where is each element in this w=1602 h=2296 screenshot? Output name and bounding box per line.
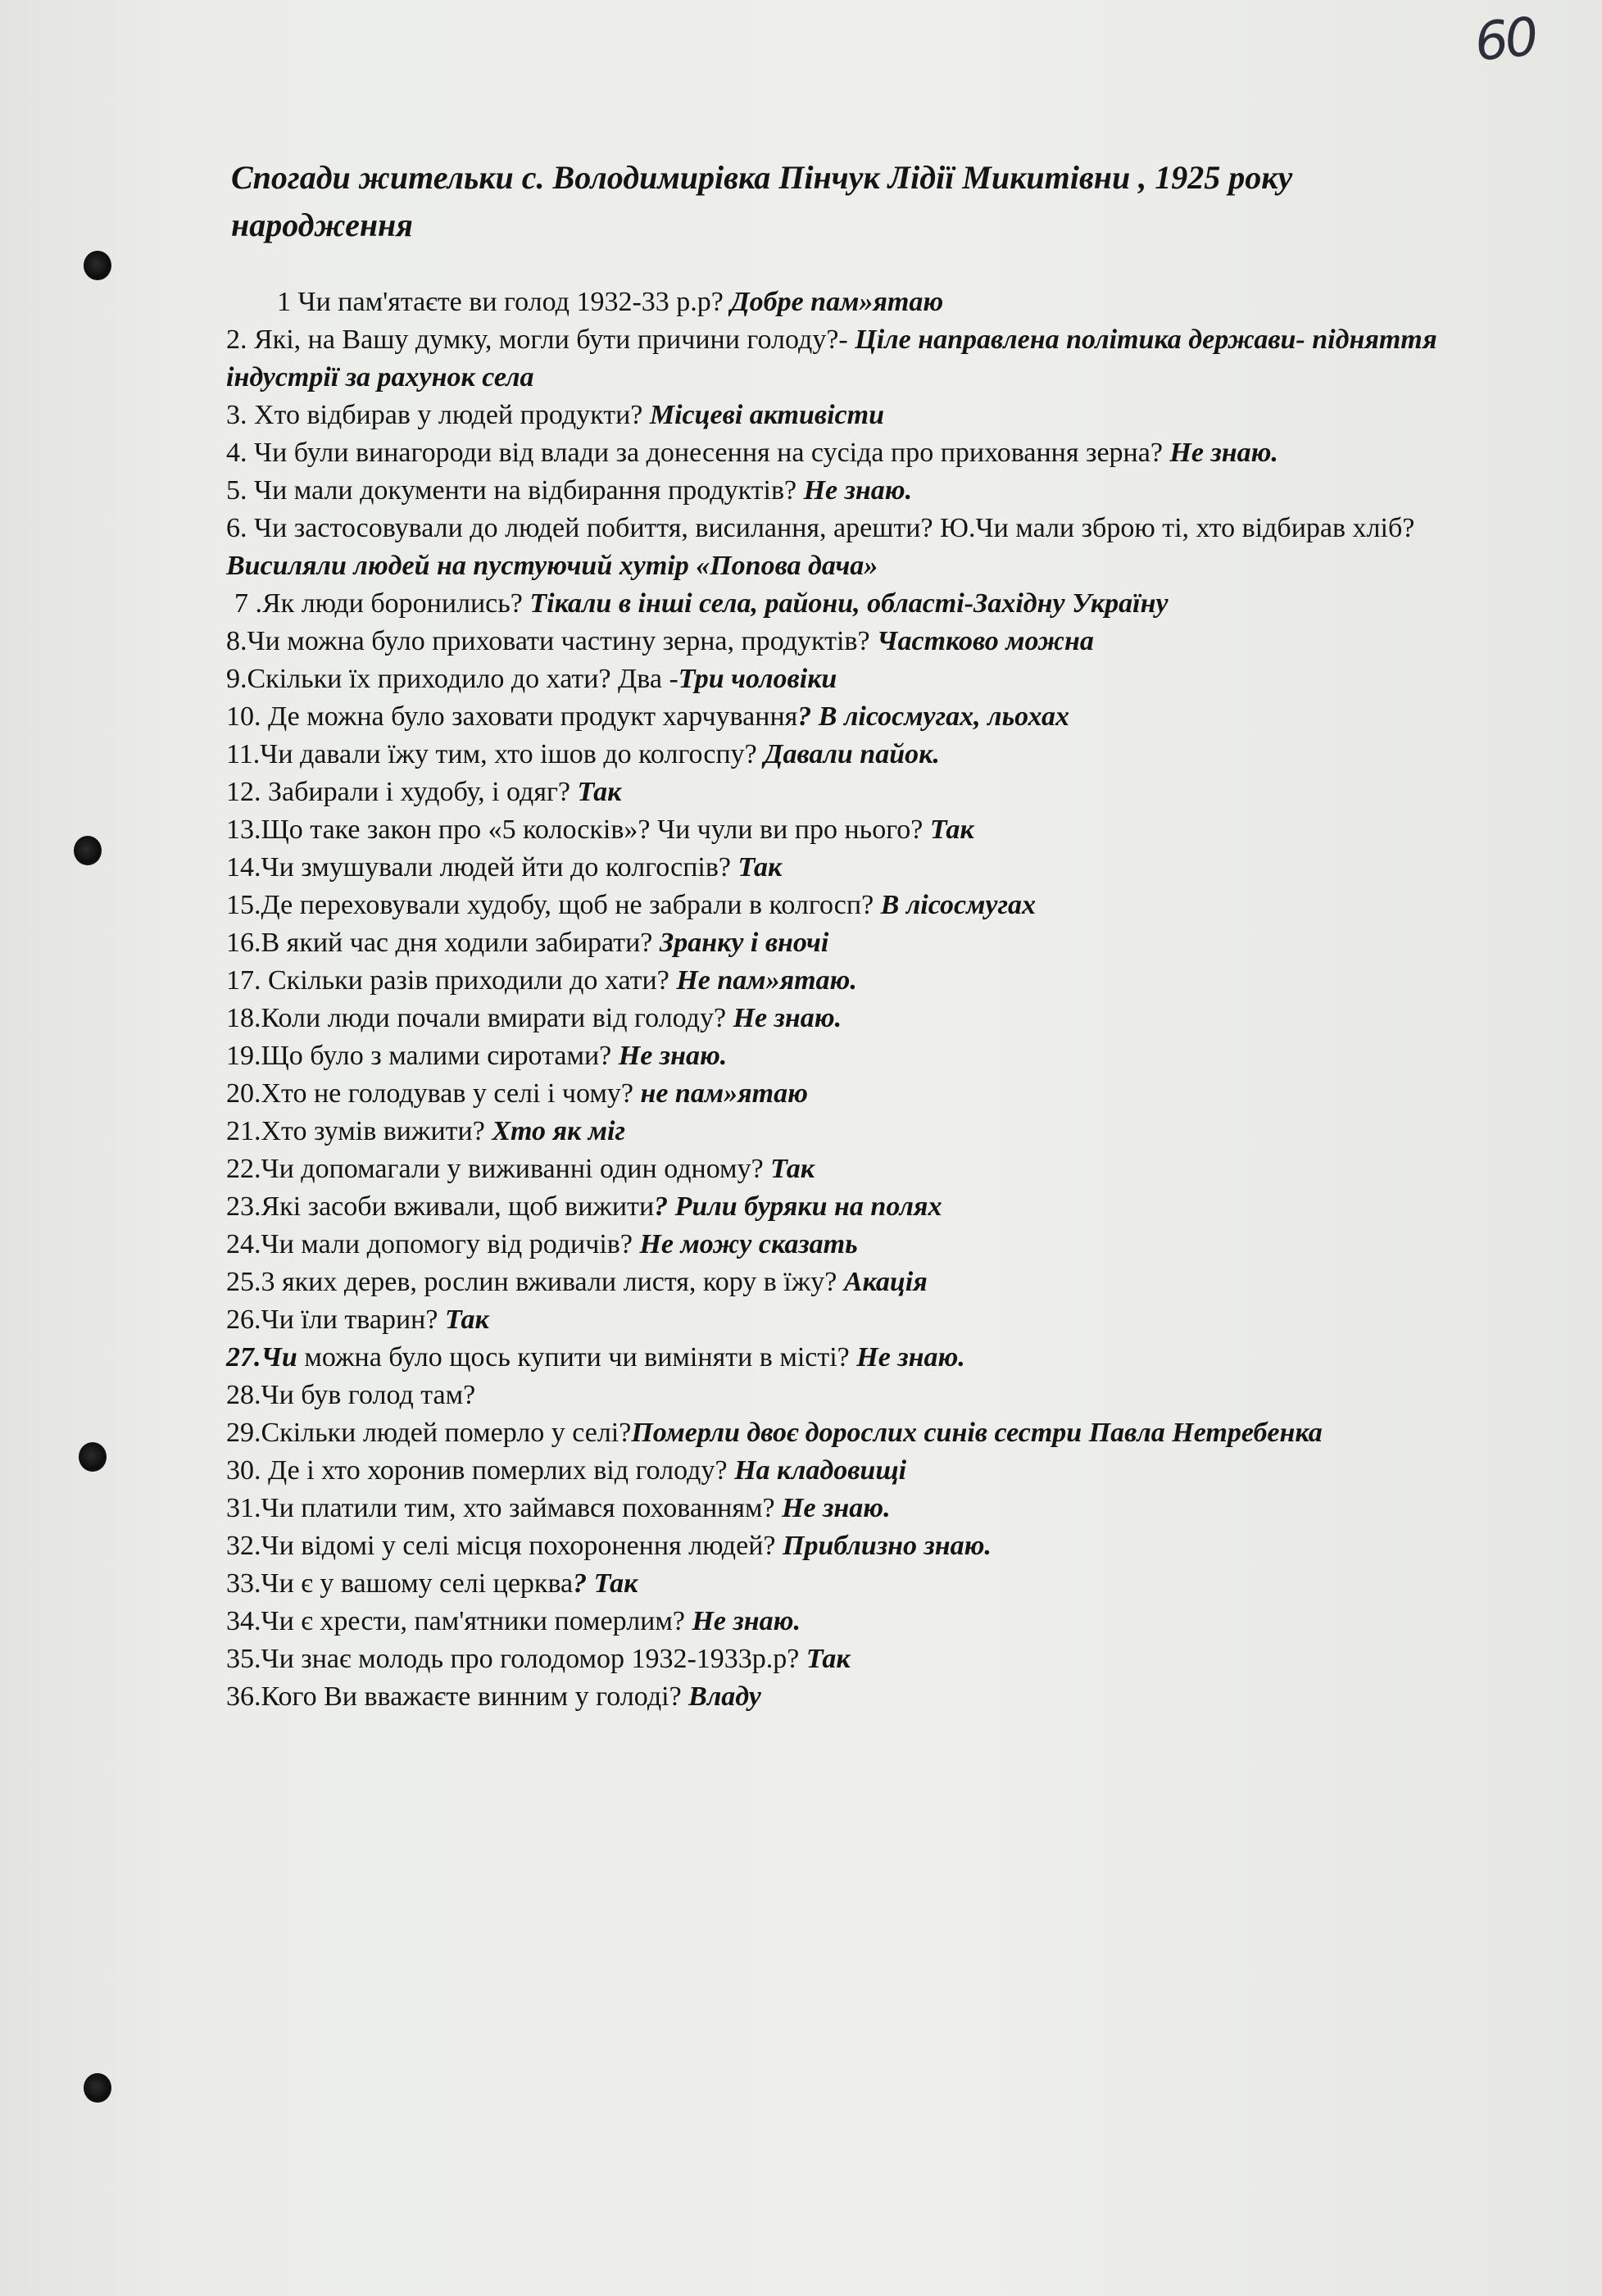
question-text: 28.Чи був голод там?	[226, 1380, 476, 1410]
question-text: 9.Скільки їх приходило до хати? Два -	[226, 664, 678, 694]
question-item	[226, 1150, 1504, 1188]
question-item	[226, 1301, 1504, 1339]
question-text: 29.Скільки людей померло у селі?	[226, 1418, 632, 1448]
document-title: Спогади жительки с. Володимирівка Пінчук Лідії Микитівни , 1925 року народження	[231, 159, 1293, 243]
question-item	[226, 1640, 1504, 1678]
question-text: 14.Чи змушували людей йти до колгоспів?	[226, 852, 738, 883]
question-item	[226, 397, 1504, 434]
answer-text: Не пам»ятаю.	[676, 965, 857, 996]
question-item	[226, 1414, 1504, 1452]
question-item	[226, 1490, 1504, 1527]
answer-text: Акація	[843, 1267, 928, 1297]
answer-text: На кладовищі	[734, 1455, 907, 1486]
answer-text: В лісосмугах	[880, 890, 1037, 920]
question-text: 25.3 яких дерев, рослин вживали листя, кору в їжу?	[226, 1267, 844, 1297]
question-item	[226, 1075, 1504, 1113]
answer-text: Не знаю.	[1169, 438, 1278, 468]
question-item	[226, 585, 1504, 623]
question-text: 22.Чи допомагали у виживанні один одному?	[226, 1154, 771, 1184]
answer-text: Ціле направлена політика держави- підняття індустрії за рахунок села	[226, 324, 1437, 392]
question-item	[226, 1000, 1504, 1037]
answer-text: Не знаю.	[856, 1342, 965, 1373]
question-text: 5. Чи мали документи на відбирання продуктів?	[226, 475, 804, 506]
question-text: 21.Хто зумів вижити?	[226, 1116, 492, 1146]
punch-hole	[84, 251, 111, 280]
punch-hole	[84, 2073, 111, 2103]
answer-text: Висиляли людей на пустуючий хутір «Попова дача»	[226, 551, 878, 581]
question-text: 3. Хто відбирав у людей продукти?	[226, 400, 650, 430]
question-text: можна було щось купити чи виміняти в місті?	[297, 1342, 857, 1373]
question-text: 32.Чи відомі у селі місця похоронення людей?	[226, 1531, 783, 1561]
question-text: 34.Чи є хрести, пам'ятники померлим?	[226, 1606, 692, 1636]
answer-text: ? Так	[573, 1568, 638, 1599]
question-item	[226, 660, 1504, 698]
answer-text: Не знаю.	[692, 1606, 801, 1636]
question-item	[226, 887, 1504, 924]
question-text: 24.Чи мали допомогу від родичів?	[226, 1229, 640, 1259]
question-item	[226, 1565, 1504, 1603]
answer-text: Хто як міг	[492, 1116, 626, 1146]
question-item	[226, 1264, 1504, 1301]
question-text: 15.Де переховували худобу, щоб не забрали в колгосп?	[226, 890, 881, 920]
question-text: 10. Де можна було заховати продукт харчування	[226, 701, 798, 732]
question-item	[226, 284, 1504, 321]
question-item	[226, 698, 1504, 736]
answer-text: Не знаю.	[618, 1041, 728, 1071]
question-item	[226, 1377, 1504, 1414]
punch-hole	[79, 1442, 107, 1472]
question-text: 30. Де і хто хоронив померлих від голоду?	[226, 1455, 735, 1486]
answer-text: Так	[806, 1644, 851, 1674]
question-text: 26.Чи їли тварин?	[226, 1305, 445, 1335]
question-text: 31.Чи платили тим, хто займався похованням?	[226, 1493, 783, 1523]
answer-text: Не знаю.	[782, 1493, 891, 1523]
question-item	[226, 736, 1504, 774]
question-item	[226, 924, 1504, 962]
punch-hole	[74, 836, 102, 865]
question-text: 17. Скільки разів приходили до хати?	[226, 965, 677, 996]
question-text: 16.В який час дня ходили забирати?	[226, 928, 660, 958]
answer-text: не пам»ятаю	[640, 1078, 808, 1109]
answer-text: Владу	[688, 1681, 761, 1712]
answer-text: Так	[929, 814, 974, 845]
answer-text: Не знаю.	[803, 475, 913, 506]
answer-text: Так	[737, 852, 783, 883]
question-text: 19.Що було з малими сиротами?	[226, 1041, 619, 1071]
question-item	[226, 1037, 1504, 1075]
question-item	[226, 510, 1504, 585]
question-item	[226, 321, 1504, 397]
question-text: 35.Чи знає молодь про голодомор 1932-1933р.р?	[226, 1644, 806, 1674]
question-item	[226, 623, 1504, 660]
answer-text: Тікали в інші села, райони, області-Західну Україну	[529, 588, 1169, 619]
answer-text: Місцеві активісти	[649, 400, 884, 430]
question-text: 12. Забирали і худобу, і одяг?	[226, 777, 578, 807]
question-text: 33.Чи є у вашому селі церква	[226, 1568, 574, 1599]
answer-text: Приблизно знаю.	[783, 1531, 992, 1561]
answer-text: Добре пам»ятаю	[730, 287, 944, 317]
question-text: 11.Чи давали їжу тим, хто ішов до колгоспу?	[226, 739, 765, 769]
answer-text: Зранку і вночі	[659, 928, 829, 958]
question-item	[226, 849, 1504, 887]
question-text: 8.Чи можна було приховати частину зерна, продуктів?	[226, 626, 878, 656]
question-item	[226, 774, 1504, 811]
question-list	[226, 284, 1504, 1716]
question-item	[226, 1226, 1504, 1264]
question-text: 2. Які, на Вашу думку, могли бути причини голоду?-	[226, 324, 855, 355]
question-item	[226, 1603, 1504, 1640]
question-text: 13.Що таке закон про «5 колосків»? Чи чули ви про нього?	[226, 814, 930, 845]
question-item	[226, 1188, 1504, 1226]
answer-text: Так	[577, 777, 622, 807]
question-text: 36.Кого Ви вважаєте винним у голоді?	[226, 1681, 689, 1712]
answer-text: Не знаю.	[733, 1003, 842, 1033]
question-item	[226, 1113, 1504, 1150]
question-item	[226, 472, 1504, 510]
answer-text: Частково можна	[877, 626, 1094, 656]
question-text: 6. Чи застосовували до людей побиття, висилання, арешти? Ю.Чи мали зброю ті, хто відбирав хліб?	[226, 513, 1415, 543]
question-text: 1 Чи пам'ятаєте ви голод 1932-33 р.р?	[277, 287, 731, 317]
answer-text: Так	[444, 1305, 489, 1335]
question-item	[226, 1527, 1504, 1565]
answer-text: Давали пайок.	[764, 739, 940, 769]
answer-text: Не можу сказать	[639, 1229, 858, 1259]
question-text: 7 .Як люди боронились?	[234, 588, 530, 619]
answer-text: Померли двоє дорослих синів сестри Павла Нетребенка	[631, 1418, 1323, 1448]
question-item	[226, 434, 1504, 472]
question-number: 27.Чи	[226, 1342, 297, 1373]
question-item	[226, 811, 1504, 849]
question-item	[226, 1339, 1504, 1377]
answer-text: ? В лісосмугах, льохах	[797, 701, 1069, 732]
question-text: 23.Які засоби вживали, щоб вижити	[226, 1191, 655, 1222]
question-item	[226, 1452, 1504, 1490]
answer-text: Так	[770, 1154, 815, 1184]
answer-text: Три чоловіки	[678, 664, 837, 694]
question-item	[226, 962, 1504, 1000]
question-text: 20.Хто не голодував у селі і чому?	[226, 1078, 641, 1109]
question-text: 18.Коли люди почали вмирати від голоду?	[226, 1003, 733, 1033]
handwritten-page-number: 60	[1472, 7, 1539, 74]
answer-text: ? Рили буряки на полях	[654, 1191, 942, 1222]
question-text: 4. Чи були винагороди від влади за донесення на сусіда про приховання зерна?	[226, 438, 1170, 468]
question-item	[226, 1678, 1504, 1716]
